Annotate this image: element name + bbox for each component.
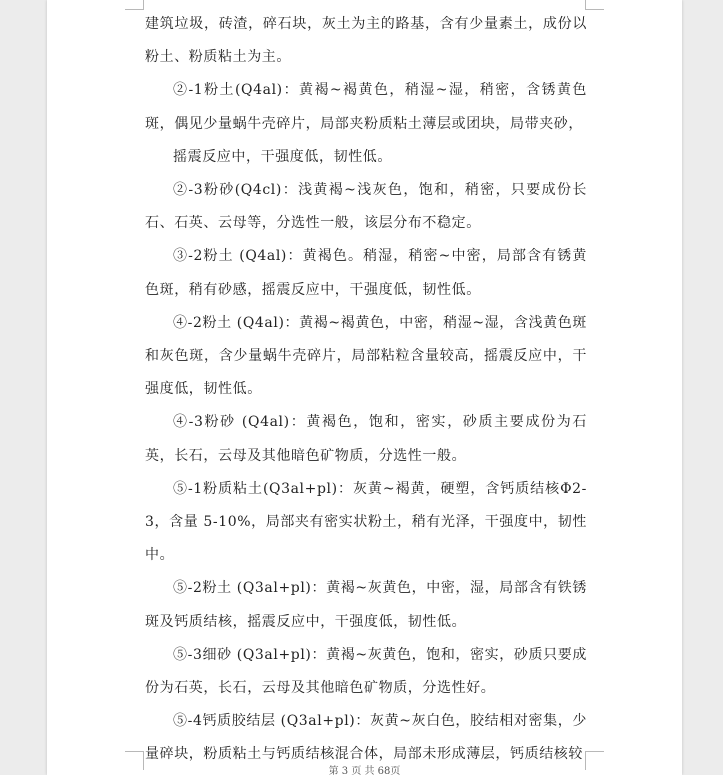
paragraph: ⑤-4钙质胶结层 (Q3al+pl)：灰黄~灰白色，胶结相对密集，少量碎块，粉质粘土与钙质结核混合体，局部未形成薄层，钙质结核较	[145, 713, 587, 763]
paragraph: ⑤-3细砂 (Q3al+pl)：黄褐~灰黄色，饱和，密实，砂质只要成份为石英，长石，云母及其他暗色矿物质，分选性好。	[145, 646, 587, 697]
page-body	[145, 8, 587, 772]
crop-mark-top-right	[585, 0, 604, 10]
paragraph: ②-3粉砂(Q4cl)：浅黄褐~浅灰色，饱和，稍密，只要成份长石、石英、云母等，分选性一般，该层分布不稳定。	[145, 182, 587, 232]
paragraph: ④-2粉土 (Q4al)：黄褐~褐黄色，中密，稍湿~湿，含浅黄色斑和灰色斑，含少量蜗牛壳碎片，局部粘粒含量较高，摇震反应中，干强度低，韧性低。	[145, 314, 587, 398]
paragraph: ⑤-1粉质粘土(Q3al+pl)：灰黄~褐黄，硬塑，含钙质结核Φ2-3，含量 5-10%，局部夹有密实状粉土，稍有光泽，干强度中，韧性中。	[145, 480, 587, 564]
crop-mark-top-left	[125, 0, 144, 10]
paragraph: ②-1粉土(Q4al)：黄褐~褐黄色，稍湿~湿，稍密，含锈黄色斑，偶见少量蜗牛壳碎片，局部夹粉质粘土薄层或团块，局带夹砂，	[145, 82, 587, 132]
page-footer: 第 3 页 共 68页	[328, 766, 401, 775]
document-page	[47, 0, 682, 775]
paragraph: ③-2粉土 (Q4al)：黄褐色。稍湿，稍密~中密，局部含有锈黄色斑，稍有砂感，摇震反应中，干强度低，韧性低。	[145, 248, 587, 298]
paragraph: ⑤-2粉土 (Q3al+pl)：黄褐~灰黄色，中密，湿，局部含有铁锈斑及钙质结核，摇震反应中，干强度低，韧性低。	[145, 580, 587, 630]
paragraph: ④-3粉砂 (Q4al)：黄褐色，饱和，密实，砂质主要成份为石英，长石，云母及其他暗色矿物质，分选性一般。	[145, 414, 587, 464]
paragraph: 摇震反应中，干强度低，韧性低。	[173, 148, 392, 165]
paragraph: 建筑垃圾，砖渣，碎石块，灰土为主的路基，含有少量素土，成份以粉土、粉质粘土为主。	[145, 16, 587, 66]
